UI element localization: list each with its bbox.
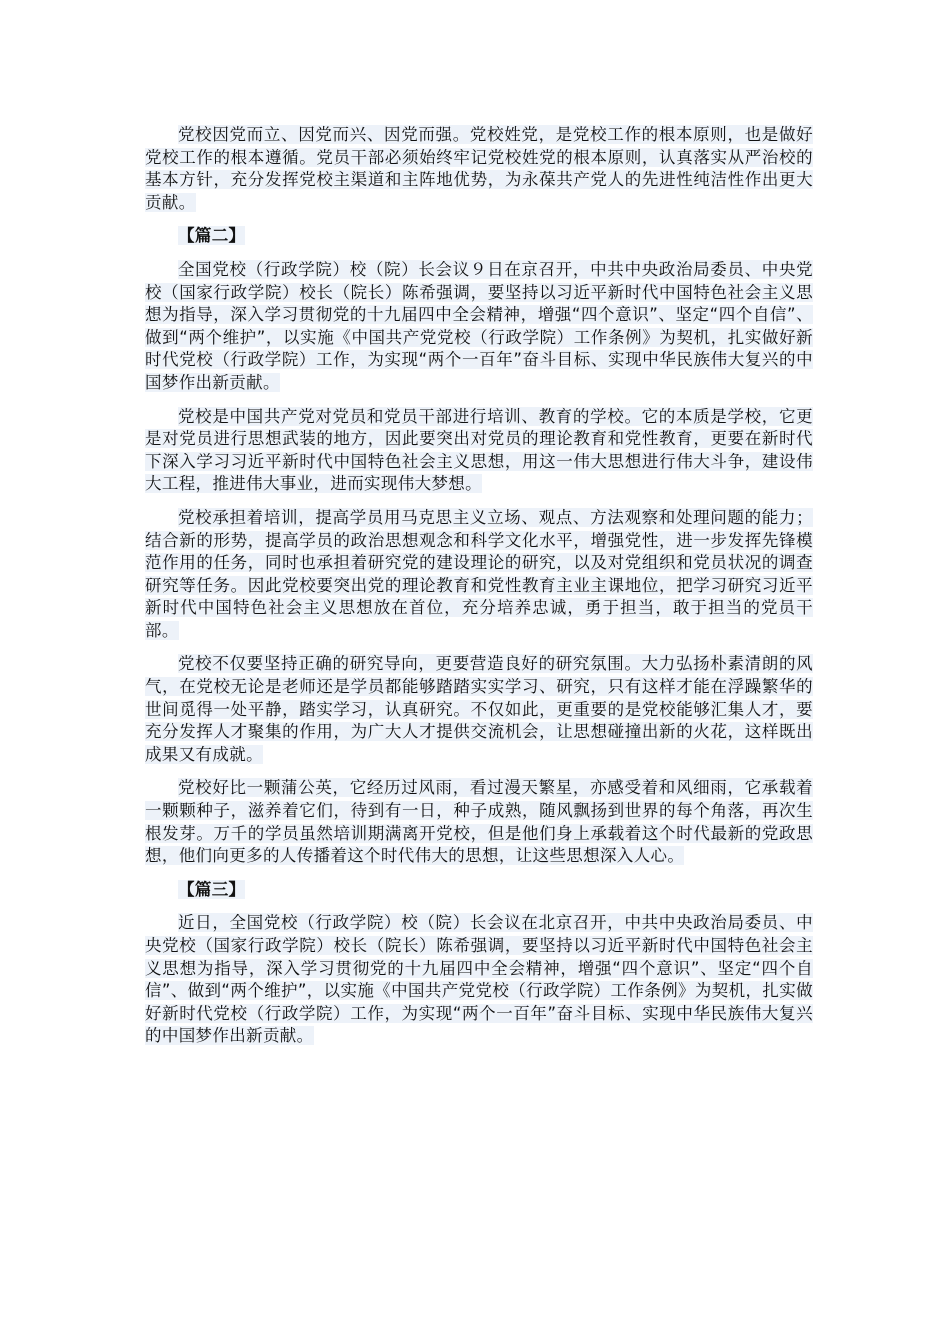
paragraph-text: 全国党校（行政学院）校（院）长会议９日在京召开，中共中央政治局委员、中央党校（国家行政学院）校长（院长）陈希强调，要坚持以习近平新时代中国特色社会主义思想为指导，深入学习贯彻党的十九届四中全会精神，增强“四个意识”、坚定“四个自信”、做到“两个维护”，以实施《中国共产党党校（行政学院）工作条例》为契机，扎实做好新时代党校（行政学院）工作，为实现“两个一百年”奋斗目标、实现中华民族伟大复兴的中国梦作出新贡献。 xyxy=(145,259,813,392)
paragraph-text: 党校好比一颗蒲公英，它经历过风雨，看过漫天繁星，亦感受着和风细雨，它承载着一颗颗种子，滋养着它们，待到有一日，种子成熟，随风飘扬到世界的每个角落，再次生根发芽。万千的学员虽然培训期满离开党校，但是他们身上承载着这个时代最新的党政思想，他们向更多的人传播着这个时代伟大的思想，让这些思想深入人心。 xyxy=(145,778,813,866)
paragraph-text: 党校因党而立、因党而兴、因党而强。党校姓党，是党校工作的根本原则，也是做好党校工作的根本遵循。党员干部必须始终牢记党校姓党的根本原则，认真落实从严治校的基本方针，充分发挥党校主渠道和主阵地优势，为永葆共产党人的先进性纯洁性作出更大贡献。 xyxy=(145,125,813,212)
paragraph-dandelion xyxy=(145,777,813,867)
paragraph-research xyxy=(145,653,813,766)
section-heading-part-three xyxy=(145,879,813,902)
heading-text: 【篇二】 xyxy=(178,226,246,246)
paragraph-school-nature xyxy=(145,406,813,496)
section-heading-part-two xyxy=(145,225,813,248)
paragraph-text: 党校承担着培训，提高学员用马克思主义立场、观点、方法观察和处理问题的能力；结合新的形势，提高学员的政治思想观念和科学文化水平，增强党性，进一步发挥先锋模范作用的任务，同时也承担着研究党的建设理论的研究，以及对党组织和党员状况的调查研究等任务。因此党校要突出党的理论教育和党性教育主业主课地位，把学习研究习近平新时代中国特色社会主义思想放在首位，充分培养忠诚，勇于担当，敢于担当的党员干部。 xyxy=(145,507,813,640)
paragraph-text: 近日，全国党校（行政学院）校（院）长会议在北京召开，中共中央政治局委员、中央党校（国家行政学院）校长（院长）陈希强调，要坚持以习近平新时代中国特色社会主义思想为指导，深入学习贯彻党的十九届四中全会精神，增强“四个意识”、坚定“四个自信”、做到“两个维护”，以实施《中国共产党党校（行政学院）工作条例》为契机，扎实做好新时代党校（行政学院）工作，为实现“两个一百年”奋斗目标、实现中华民族伟大复兴的中国梦作出新贡献。 xyxy=(145,913,813,1046)
paragraph-text: 党校是中国共产党对党员和党员干部进行培训、教育的学校。它的本质是学校，它更是对党员进行思想武装的地方，因此要突出对党员的理论教育和党性教育，更要在新时代下深入学习习近平新时代中国特色社会主义思想，用这一伟大思想进行伟大斗争，建设伟大工程，推进伟大事业，进而实现伟大梦想。 xyxy=(145,406,813,494)
heading-text: 【篇三】 xyxy=(178,879,246,899)
paragraph-text: 党校不仅要坚持正确的研究导向，更要营造良好的研究氛围。大力弘扬朴素清朗的风气，在党校无论是老师还是学员都能够踏踏实实学习、研究，只有这样才能在浮躁繁华的世间觅得一处平静，踏实学习，认真研究。不仅如此，更重要的是党校能够汇集人才，要充分发挥人才聚集的作用，为广大人才提供交流机会，让思想碰撞出新的火花，这样既出成果又有成就。 xyxy=(145,654,813,764)
paragraph-training xyxy=(145,507,813,643)
document-body xyxy=(145,124,813,1059)
paragraph-intro xyxy=(145,124,813,214)
paragraph-conference xyxy=(145,259,813,395)
paragraph-recent-conference xyxy=(145,912,813,1048)
